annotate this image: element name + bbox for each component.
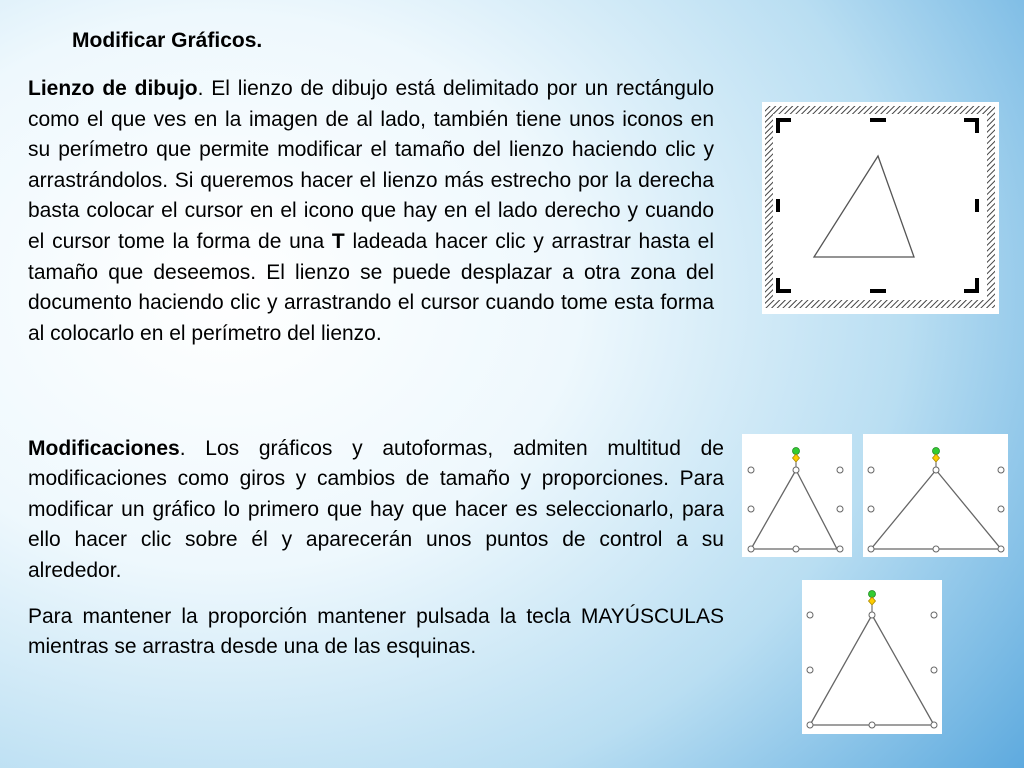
control-point-icon — [807, 722, 813, 728]
control-point-icon — [837, 546, 843, 552]
paragraph-proporcion-text: Para mantener la proporción mantener pulsada la tecla MAYÚSCULAS mientras se arrastra desde una de las esquinas. — [28, 605, 724, 659]
control-point-icon — [868, 506, 874, 512]
selected-triangle-illustration-3 — [802, 580, 942, 734]
control-point-icon — [748, 467, 754, 473]
control-point-icon — [837, 506, 843, 512]
control-point-icon — [931, 722, 937, 728]
paragraph-proporcion — [28, 602, 724, 663]
selected-triangle-figure-3 — [802, 580, 942, 734]
adjust-handle-icon — [869, 597, 876, 605]
control-points — [868, 467, 1004, 552]
canvas-area — [773, 114, 987, 300]
selected-triangle-figure-2 — [863, 434, 1008, 557]
control-point-icon — [933, 467, 939, 473]
control-point-icon — [998, 467, 1004, 473]
triangle-shape — [751, 470, 837, 549]
control-points — [807, 612, 937, 728]
control-point-icon — [869, 612, 875, 618]
selected-triangle-illustration-1 — [742, 434, 852, 557]
control-point-icon — [748, 546, 754, 552]
control-point-icon — [748, 506, 754, 512]
control-point-icon — [931, 612, 937, 618]
control-point-icon — [868, 546, 874, 552]
bold-letter-t: T — [331, 229, 345, 253]
control-point-icon — [793, 467, 799, 473]
control-point-icon — [837, 467, 843, 473]
control-point-icon — [807, 612, 813, 618]
control-point-icon — [933, 546, 939, 552]
drawing-canvas-figure — [762, 102, 999, 314]
control-point-icon — [868, 467, 874, 473]
selected-triangle-illustration-2 — [863, 434, 1008, 557]
heading-modificaciones: Modificaciones — [28, 437, 180, 460]
control-point-icon — [793, 546, 799, 552]
paragraph-lienzo-text-b: ladeada hacer clic y arrastrar hasta el tamaño que deseemos. El lienzo se puede desplazar a otra zona del documento haciendo clic y arrastrando el cursor cuando tome esta forma al colocarlo en el perímetro del lienzo. — [28, 229, 714, 345]
adjust-handle-icon — [793, 454, 800, 462]
paragraph-lienzo-text-a: . El lienzo de dibujo está delimitado por un rectángulo como el que ves en la imagen de al lado, también tiene unos iconos en su perímetro que permite modificar el tamaño del lienzo haciendo clic y arrastrándolos. Si queremos hacer el lienzo más estrecho por la derecha basta colocar el cursor en el icono que hay en el lado derecho y cuando el cursor tome la forma de una — [28, 77, 715, 253]
selected-triangle-figure-1 — [742, 434, 852, 557]
control-point-icon — [807, 667, 813, 673]
triangle-shape — [871, 470, 1001, 549]
control-point-icon — [998, 506, 1004, 512]
triangle-shape — [810, 615, 934, 725]
control-point-icon — [998, 546, 1004, 552]
paragraph-lienzo — [28, 74, 714, 349]
page-title: Modificar Gráficos. — [72, 29, 263, 52]
drawing-canvas-illustration — [762, 102, 999, 314]
adjust-handle-icon — [933, 454, 940, 462]
heading-lienzo: Lienzo de dibujo — [28, 77, 198, 100]
control-point-icon — [869, 722, 875, 728]
control-point-icon — [931, 667, 937, 673]
paragraph-modificaciones — [28, 434, 724, 586]
control-points — [748, 467, 843, 552]
paragraph-modificaciones-text: . Los gráficos y autoformas, admiten multitud de modificaciones como giros y cambios de tamaño y proporciones. Para modificar un gráfico lo primero que hay que hacer es seleccionarlo, para ello hacer clic sobre él y aparecerán unos puntos de control a su alrededor. — [28, 437, 724, 582]
